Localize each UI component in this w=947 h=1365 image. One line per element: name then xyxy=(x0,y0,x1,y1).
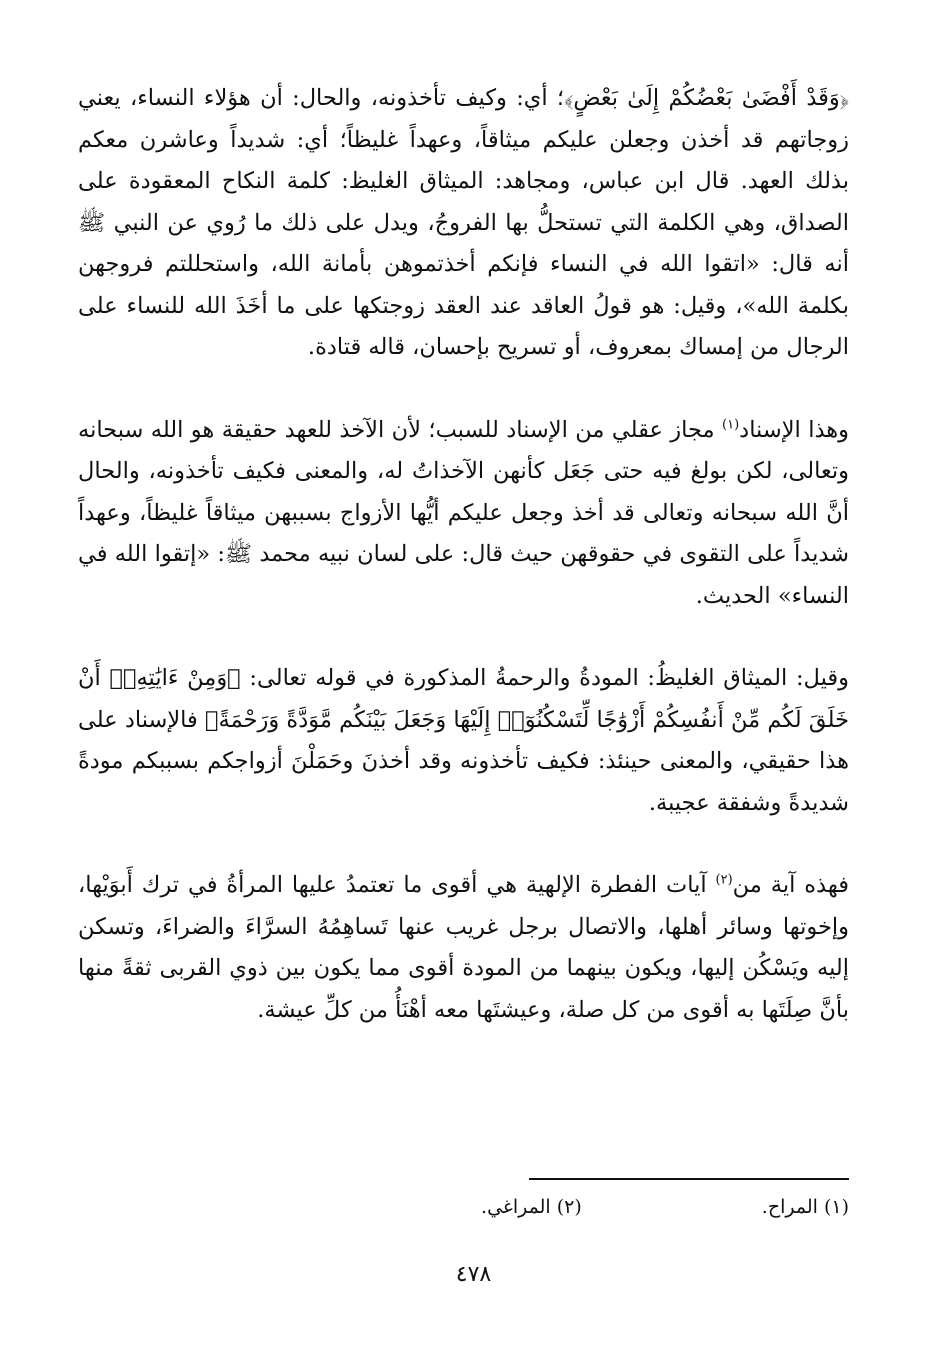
quran-quote: ﴿وَمِنْ ءَايَٰتِهِۦٓ أَنْ خَلَقَ لَكُم مِّنْ أَنفُسِكُمْ أَزْوَٰجًا لِّتَسْكُنُوٓا۟ إِلَيْهَا وَجَعَلَ بَيْنَكُم مَّوَدَّةً وَرَحْمَةً﴾ xyxy=(78,665,849,733)
paragraph-text: فهذه آية من xyxy=(732,872,849,898)
paragraph-text: وهذا الإسناد xyxy=(739,416,849,443)
paragraph-text: آيات الفطرة الإلهية هي أقوى ما تعتمدُ عليها المرأةُ في ترك أَبوَيْها، وإخوتها وسائر أهلها، والاتصال برجل غريب عنها تَساهِمُهُ السرَّاءَ والضراءَ، وتسكن إليه ويَسْكُن إليها، ويكون بينهما من المودة أقوى مما يكون بين ذوي القربى ثقةً منها بأنَّ صِلَتَها به أقوى من كل صلة، وعيشتَها معه أهْنَأُ من كلِّ عيشة. xyxy=(78,872,849,1023)
footnote-marker: (١) xyxy=(722,417,740,432)
page-number: ٤٧٨ xyxy=(455,1262,492,1287)
paragraph-3 xyxy=(78,658,849,824)
paragraph-text: ؛ أي: وكيف تأخذونه، والحال: أن هؤلاء النساء، يعني زوجاتهم قد أخذن وجعلن عليكم ميثاقاً، وعهداً غليظاً؛ أي: شديداً وعاشرن معكم بذلك العهد. قال ابن عباس، ومجاهد: الميثاق الغليظ: كلمة النكاح المعقودة على الصداق، وهي الكلمة التي تستحلُّ بها الفروجُ، ويدل على ذلك ما رُوي عن النبي ﷺ أنه قال: «اتقوا الله في النساء فإنكم أخذتموهن بأمانة الله، واستحللتم فروجهن بكلمة الله»، وقيل: هو قولُ العاقد عند العقد زوجتكها على ما أخَذَ الله للنساء على الرجال من إمساك بمعروف، أو تسريح بإحسان، قاله قتادة. xyxy=(78,85,849,360)
paragraph-4 xyxy=(78,865,849,1031)
footnote-divider xyxy=(529,1178,849,1180)
footnotes xyxy=(78,1196,849,1218)
footnote-2: (٢) المراغي. xyxy=(481,1196,582,1218)
page-body xyxy=(78,78,849,1031)
paragraph-text: فالإسناد على هذا حقيقي، والمعنى حينئذ: فكيف تأخذونه وقد أخذنَ وحَمَلْنَ أزواجكم بسببكم مودةً شديدةً وشفقة عجيبة. xyxy=(78,706,849,816)
paragraph-text: وقيل: الميثاق الغليظُ: المودةُ والرحمةُ المذكورة في قوله تعالى: xyxy=(240,665,849,691)
paragraph-text: مجاز عقلي من الإسناد للسبب؛ لأن الآخذ للعهد حقيقة هو الله سبحانه وتعالى، لكن بولغ فيه حتى جَعَل كأنهن الآخذاتُ له، والمعنى فكيف تأخذونه، والحال أنَّ الله سبحانه وتعالى قد أخذ وجعل عليكم أيُّها الأزواج بسببهن ميثاقاً غليظاً، وعهداً شديداً على التقوى في حقوقهن حيث قال: على لسان نبيه محمد ﷺ: «إتقوا الله في النساء» الحديث. xyxy=(78,416,849,609)
paragraph-2 xyxy=(78,410,849,618)
quran-quote: ﴿وَقَدْ أَفْضَىٰ بَعْضُكُمْ إِلَىٰ بَعْضٍ﴾ xyxy=(564,85,849,111)
footnote-marker: (٢) xyxy=(715,872,733,888)
paragraph-1 xyxy=(78,78,849,369)
footnote-1: (١) المراح. xyxy=(761,1196,849,1218)
